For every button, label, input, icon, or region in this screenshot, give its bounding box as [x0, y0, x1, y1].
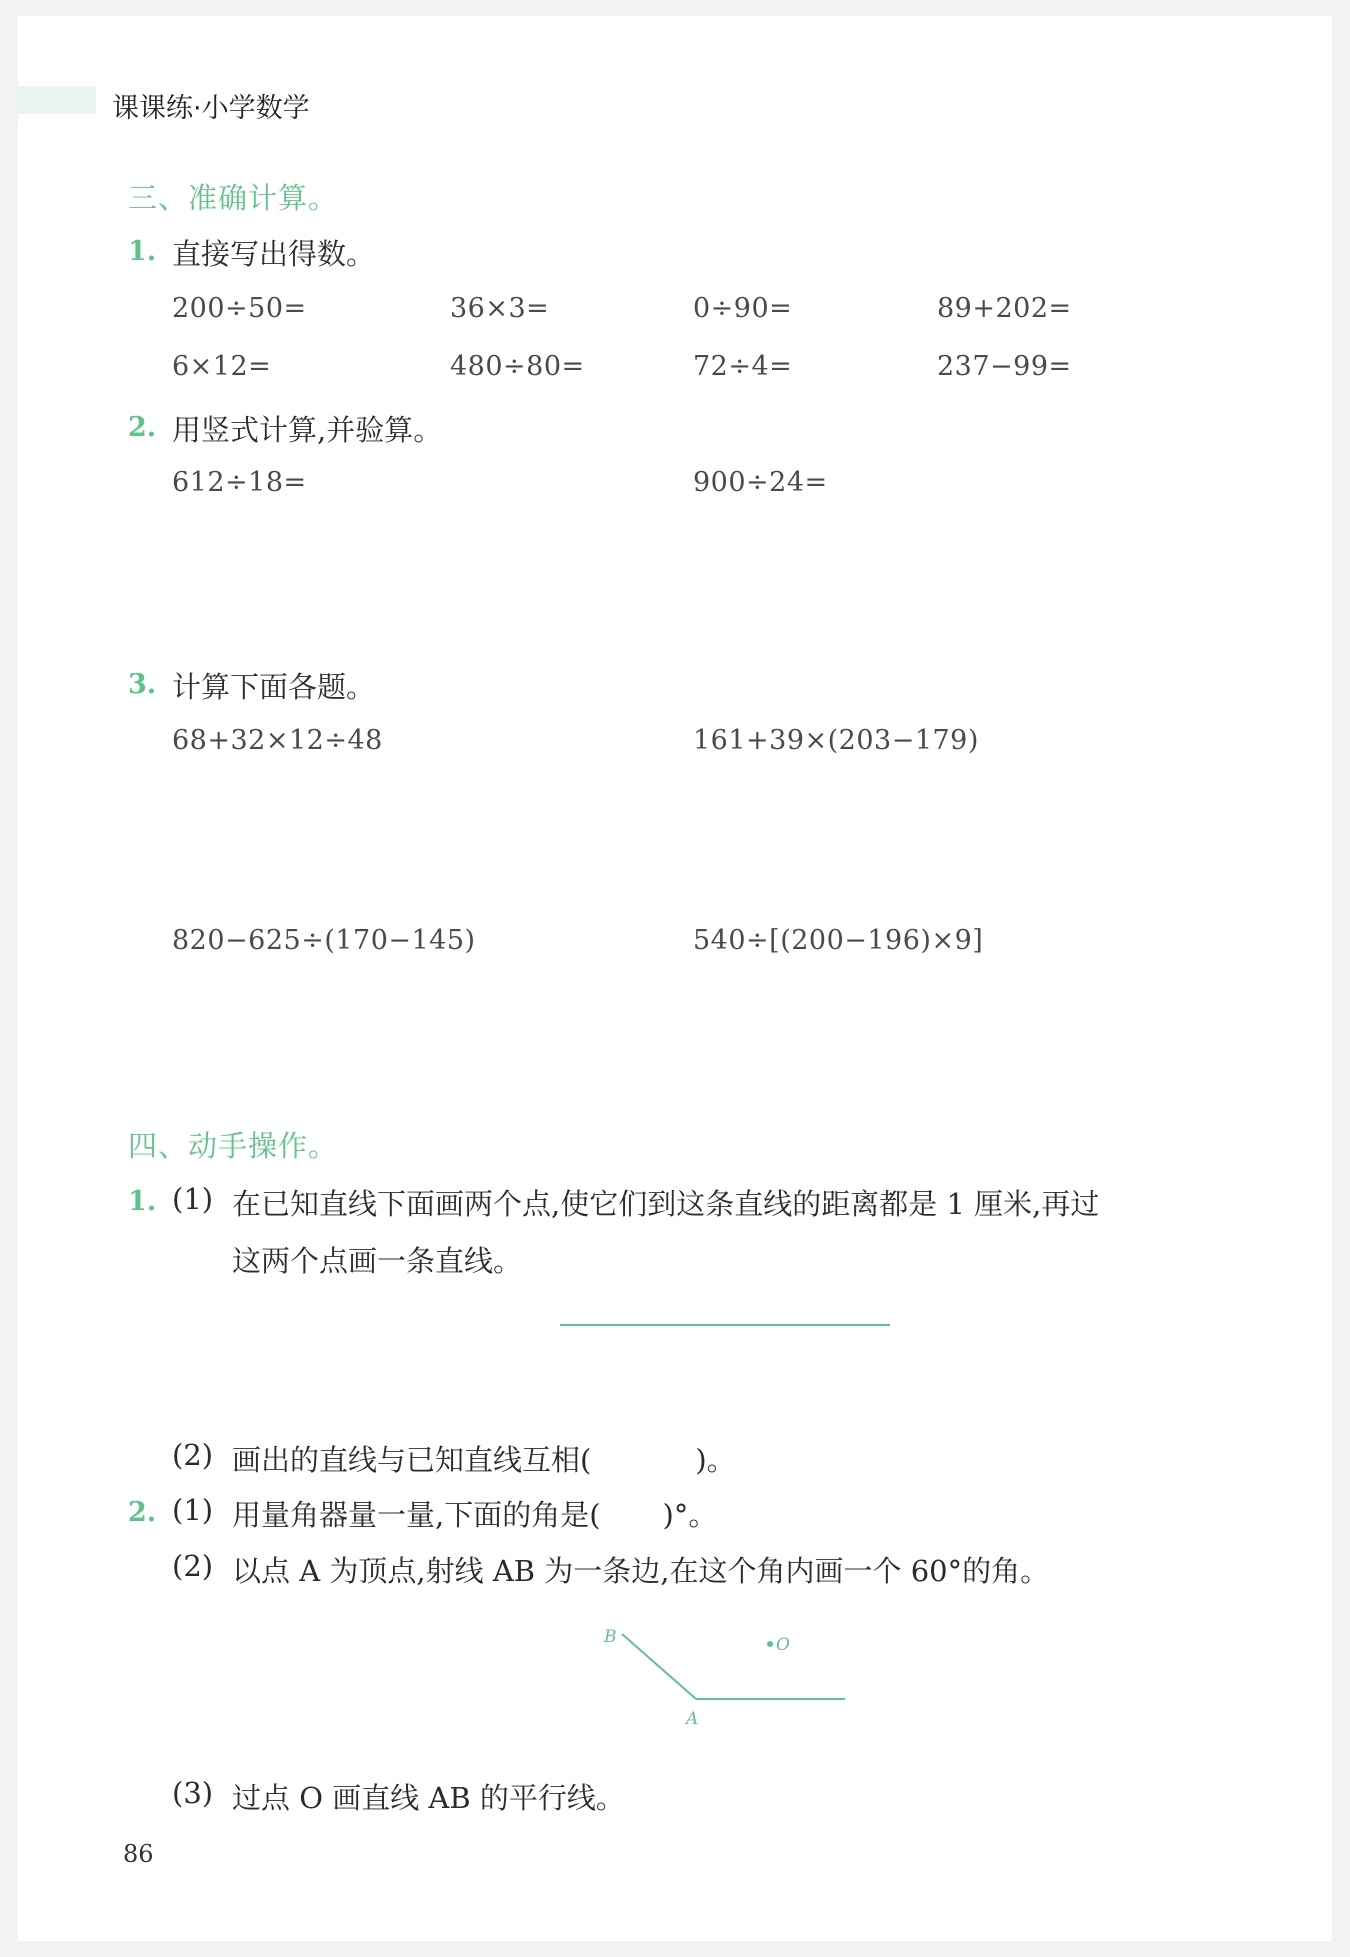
s4-q2-part3-text: 过点 O 画直线 AB 的平行线。: [232, 1781, 625, 1815]
s4-q1-part2-text: 画出的直线与已知直线互相( )。: [232, 1443, 736, 1477]
given-line[interactable]: [560, 1324, 890, 1326]
ray-ab[interactable]: [622, 1634, 696, 1699]
s4-q2-number: 2.: [128, 1497, 157, 1528]
s4-q1-part1-line2: 这两个点画一条直线。: [232, 1244, 523, 1278]
calc-item: 237−99=: [937, 351, 1072, 382]
header-band: [18, 86, 96, 114]
page-number: 86: [123, 1840, 154, 1868]
s4-q2-part2-text: 以点 A 为顶点,射线 AB 为一条边,在这个角内画一个 60°的角。: [232, 1554, 1050, 1588]
q2-number: 2.: [128, 412, 157, 443]
calc-item: 161+39×(203−179): [693, 725, 979, 756]
calc-item: 820−625÷(170−145): [172, 925, 476, 956]
s4-q1-part2-label: (2): [172, 1438, 214, 1472]
calc-item: 6×12=: [172, 351, 272, 382]
s4-q2-part1-text: 用量角器量一量,下面的角是( )°。: [232, 1498, 718, 1532]
calc-item: 200÷50=: [172, 293, 307, 324]
s4-q2-part1-label: (1): [172, 1493, 214, 1527]
q3-text: 计算下面各题。: [172, 670, 376, 704]
calc-item: 540÷[(200−196)×9]: [693, 925, 984, 956]
angle-figure: [590, 1620, 860, 1740]
s4-q2-part3-label: (3): [172, 1776, 214, 1810]
q1-number: 1.: [128, 236, 157, 267]
q2-text: 用竖式计算,并验算。: [172, 413, 443, 447]
calc-item: 89+202=: [937, 293, 1072, 324]
s4-q1-number: 1.: [128, 1186, 157, 1217]
s4-q1-part1-label: (1): [172, 1182, 214, 1216]
label-a: A: [686, 1709, 699, 1729]
calc-item: 36×3=: [450, 293, 550, 324]
calc-item: 0÷90=: [693, 293, 793, 324]
s4-q1-part1-line1: 在已知直线下面画两个点,使它们到这条直线的距离都是 1 厘米,再过: [232, 1187, 1100, 1221]
q1-text: 直接写出得数。: [172, 237, 376, 271]
point-o[interactable]: [767, 1641, 773, 1647]
s4-q2-part2-label: (2): [172, 1549, 214, 1583]
section4-heading: 四、动手操作。: [128, 1129, 339, 1163]
calc-item: 480÷80=: [450, 351, 585, 382]
label-o: O: [776, 1635, 790, 1655]
q3-number: 3.: [128, 669, 157, 700]
section3-heading: 三、准确计算。: [128, 181, 339, 215]
calc-item: 900÷24=: [693, 467, 828, 498]
calc-item: 612÷18=: [172, 467, 307, 498]
label-b: B: [604, 1627, 617, 1647]
header-title: 课课练·小学数学: [112, 93, 310, 124]
calc-item: 72÷4=: [693, 351, 793, 382]
calc-item: 68+32×12÷48: [172, 725, 383, 756]
